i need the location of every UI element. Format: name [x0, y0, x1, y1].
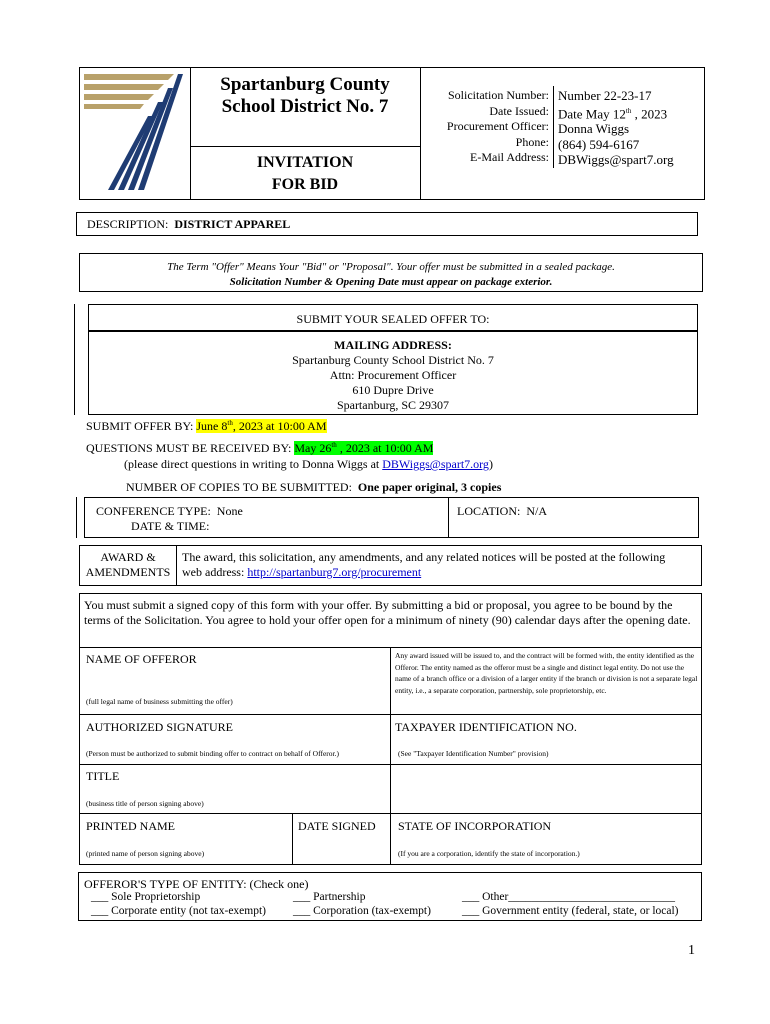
questions-deadline: [86, 441, 433, 456]
header-label-3: Phone:: [515, 134, 549, 149]
entity-option-other[interactable]: ___ Other_____________________________: [462, 891, 676, 903]
printed-name-field[interactable]: [84, 833, 288, 845]
submit-left-rule: [74, 304, 75, 415]
doc-title-line-1: INVITATION: [256, 154, 354, 171]
questions-label: QUESTIONS MUST BE RECEIVED BY:: [86, 441, 292, 455]
header-label-0: Solicitation Number:: [448, 88, 549, 102]
header-labels: [422, 88, 549, 166]
award-entity-note: Any award issued will be issued to, and the contract will be formed with, the entity identified as the Offeror. The entity named as the offeror must be a single and distinct legal entity. Do not use the name of a branch office or a division of a larger entity if the branch or division is not a separate legal entity, i.e., a separate corporation, partnership, sole proprietorship, etc.: [395, 651, 698, 695]
doc-title-line-2: FOR BID: [271, 176, 339, 193]
notice-line-2: Solicitation Number & Opening Date must appear on package exterior.: [229, 276, 553, 288]
offeror-name-field[interactable]: [84, 668, 386, 690]
copies-value: One paper original, 3 copies: [357, 480, 502, 494]
header-value-2: Donna Wiggs: [558, 121, 630, 137]
state-note: (If you are a corporation, identify the state of incorporation.): [398, 849, 580, 858]
org-name: [191, 74, 419, 118]
org-line-2: School District No. 7: [221, 96, 389, 117]
title-note: (business title of person signing above): [86, 799, 204, 808]
header-values-divider: [553, 86, 554, 168]
mailing-label: MAILING ADDRESS:: [334, 338, 452, 352]
submit-heading-box: [88, 304, 698, 331]
header-value-0: Number 22-23-17: [558, 88, 652, 103]
notice-box: [79, 253, 703, 292]
questions-email-link[interactable]: DBWiggs@spart7.org: [382, 457, 489, 471]
tin-label: TAXPAYER IDENTIFICATION NO.: [395, 720, 577, 734]
conference-datetime: DATE & TIME:: [131, 519, 210, 533]
tin-field[interactable]: [394, 734, 698, 746]
award-label: AWARD & AMENDMENTS: [85, 550, 171, 579]
questions-note: (please direct questions in writing to Donna Wiggs at DBWiggs@spart7.org): [124, 457, 493, 471]
header-value-4: DBWiggs@spart7.org: [558, 152, 674, 168]
signature-note: (Person must be authorized to submit binding offer to contract on behalf of Offeror.): [86, 749, 339, 758]
address-line-4: Spartanburg, SC 29307: [336, 398, 450, 412]
header-divider-h: [190, 146, 420, 147]
conference-location: LOCATION: N/A: [457, 504, 547, 518]
copies-line: [126, 480, 501, 495]
org-line-1: Spartanburg County: [220, 74, 390, 95]
title-label: TITLE: [86, 769, 120, 783]
description-box: [76, 212, 698, 236]
procurement-url-link[interactable]: http://spartanburg7.org/procurement: [247, 565, 422, 579]
printed-name-label: PRINTED NAME: [86, 819, 175, 833]
award-divider: [176, 545, 177, 586]
entity-option-corporate[interactable]: ___ Corporate entity (not tax-exempt): [91, 905, 267, 917]
header-label-2: Procurement Officer:: [446, 119, 549, 133]
agreement-text: You must submit a signed copy of this form with your offer. By submitting a bid or proposal, you agree to be bound by the terms of the Solicitation. You agree to hold your offer open for a minimum of ninety (90) calendar days after the opening date.: [84, 598, 691, 627]
entity-heading: OFFEROR'S TYPE OF ENTITY: (Check one): [84, 877, 309, 891]
signature-label: AUTHORIZED SIGNATURE: [86, 720, 233, 734]
tin-note: (See "Taxpayer Identification Number" provision): [398, 749, 549, 758]
header-label-4: E-Mail Address:: [470, 150, 549, 164]
conference-divider: [448, 497, 449, 538]
form-vrule-date: [292, 813, 293, 865]
date-signed-label: DATE SIGNED: [298, 819, 376, 833]
submit-heading: SUBMIT YOUR SEALED OFFER TO:: [296, 312, 490, 326]
offer-by-label: SUBMIT OFFER BY:: [86, 419, 194, 433]
header-divider-2: [420, 67, 421, 200]
header-label-1: Date Issued:: [489, 103, 549, 118]
page-number: 1: [688, 943, 695, 958]
address-line-3: 610 Dupre Drive: [352, 383, 434, 397]
entity-option-corp-tax-exempt[interactable]: ___ Corporation (tax-exempt): [293, 905, 431, 917]
title-field[interactable]: [84, 784, 386, 796]
entity-option-government[interactable]: ___ Government entity (federal, state, or local): [462, 905, 679, 917]
submit-offer-by: [86, 419, 327, 434]
state-field[interactable]: [394, 833, 698, 845]
conference-left-rule: [76, 497, 77, 538]
description-label: DESCRIPTION:: [87, 217, 169, 231]
printed-name-note: (printed name of person signing above): [86, 849, 205, 858]
address-line-2: Attn: Procurement Officer: [329, 368, 457, 382]
questions-date: May 26th , 2023 at 10:00 AM: [294, 441, 434, 455]
doc-title: [191, 152, 419, 196]
address-line-1: Spartanburg County School District No. 7: [292, 353, 494, 367]
form-vrule-right: [390, 647, 391, 865]
description-value: DISTRICT APPAREL: [174, 217, 291, 231]
signature-field[interactable]: [84, 734, 386, 746]
offeror-name-note: (full legal name of business submitting the offer): [86, 697, 233, 706]
entity-option-sole[interactable]: ___ Sole Proprietorship: [91, 891, 201, 903]
notice-line-1: The Term "Offer" Means Your "Bid" or "Proposal". Your offer must be submitted in a sealed package.: [167, 261, 615, 273]
conference-type: CONFERENCE TYPE: None DATE & TIME:: [96, 504, 243, 533]
copies-label: NUMBER OF COPIES TO BE SUBMITTED:: [126, 480, 352, 494]
date-signed-field[interactable]: [296, 833, 386, 861]
award-text: The award, this solicitation, any amendments, and any related notices will be posted at the following web address: http://spartanburg7.org/procurement: [182, 550, 666, 579]
entity-option-partnership[interactable]: ___ Partnership: [293, 891, 366, 903]
header-value-3: (864) 594-6167: [558, 136, 640, 152]
offeror-name-label: NAME OF OFFEROR: [86, 652, 197, 666]
offer-by-date: June 8th, 2023 at 10:00 AM: [196, 419, 327, 433]
district-7-logo: [82, 70, 188, 196]
mailing-box: [88, 331, 698, 415]
state-label: STATE OF INCORPORATION: [398, 819, 552, 833]
header-values: [558, 88, 703, 168]
header-value-1: Date May 12th , 2023: [558, 105, 668, 121]
